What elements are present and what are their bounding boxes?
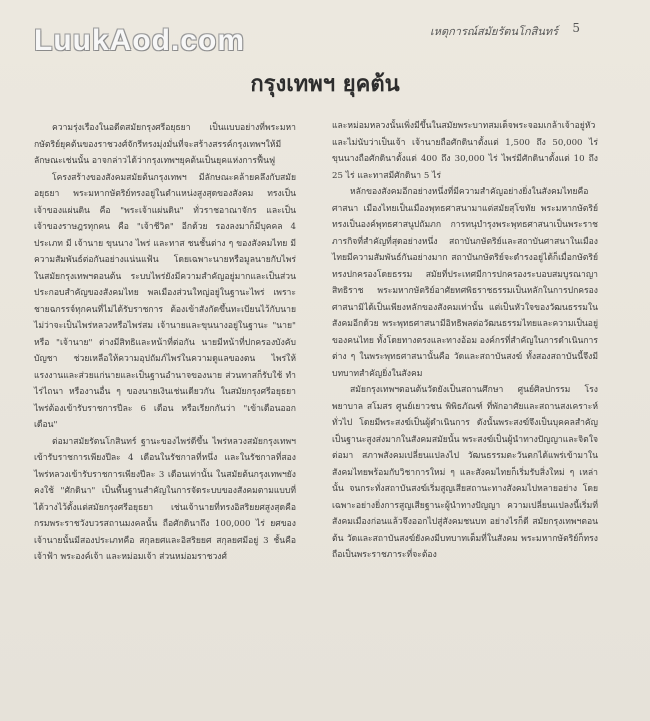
site-watermark: LuukAod.com: [34, 24, 245, 57]
paragraph: ต่อมาสมัยรัตนโกสินทร์ ฐานะของไพร่ดีขึ้น ไพร่หลวงสมัยกรุงเทพฯเข้ารับราชการเพียงปีละ 4 เดือนในรัชกาลที่หนึ่ง และในรัชกาลที่สอง ไพร่หลวงเข้ารับราชการเพียงปีละ 3 เดือนเท่านั้น ในสมัยต้นกรุงเทพฯยังคงใช้ "ศักดินา" เป็นพื้นฐานสำคัญในการจัดระบบของสังคมตามแบบที่ได้วางไว้ตั้งแต่สมัยกรุงศรีอยุธยา เช่นเจ้านายที่ทรงอิสริยยศสูงสุดคือ กรมพระราชวังบวรสถานมงคลนั้น ถือศักดินาถึง 100,000 ไร่ ยศของเจ้านายนั้นมีสองประเภทคือ สกุลยศและอิสริยยศ สกุลยศมีอยู่ 3 ชั้นคือ เจ้าฟ้า พระองค์เจ้า และหม่อมเจ้า ส่วนหม่อมราชวงศ์: [34, 436, 296, 562]
paragraph: และหม่อมหลวงนั้นเพิ่งมีขึ้นในสมัยพระบาทสมเด็จพระจอมเกล้าเจ้าอยู่หัว และไม่นับว่าเป็นเจ้า เจ้านายถือศักดินาตั้งแต่ 1,500 ถึง 50,000 ไร่ ขุนนางถือศักดินาตั้งแต่ 400 ถึง 30,000 ไร่ ไพร่มีศักดินาตั้งแต่ 10 ถึง 25 ไร่ และทาสมีศักดินา 5 ไร่: [332, 121, 598, 181]
page-number: 5: [572, 21, 580, 35]
paragraph: หลักของสังคมอีกอย่างหนึ่งที่มีความสำคัญอย่างยิ่งในสังคมไทยคือ ศาสนา เมืองไทยเป็นเมืองพุทธศาสนามาแต่สมัยสุโขทัย พระมหากษัตริย์ทรงเป็นองค์พุทธศาสนูปถัมภก การทนุบำรุงพระพุทธศาสนาเป็นพระราชภารกิจที่สำคัญที่สุดอย่างหนึ่ง สถาบันกษัตริย์และสถาบันศาสนาในเมืองไทยมีความสัมพันธ์กันอย่างมาก สถาบันกษัตริย์จะดำรงอยู่ได้ก็เมื่อกษัตริย์ทรงปกครองโดยธรรม สมัยที่ประเทศมีการปกครองระบอบสมบูรณาญาสิทธิราช พระมหากษัตริย์อาศัยทศพิธราชธรรมเป็นหลักในการปกครอง ศาสนามิได้เป็นเพียงหลักของสังคมเท่านั้น แต่เป็นหัวใจของวัฒนธรรมในสังคมอีกด้วย พระพุทธศาสนามีอิทธิพลต่อวัฒนธรรมไทยและความเป็นอยู่ของคนไทย ทั้งโดยทางตรงและทางอ้อม องค์กรที่สำคัญในการดำเนินการต่าง ๆ ในพระพุทธศาสนานั้นคือ วัดและสถาบันสงฆ์ ทั้งสองสถาบันนี้จึงมีบทบาทสำคัญยิ่งในสังคม: [332, 187, 598, 379]
right-column: [332, 118, 598, 564]
paragraph: สมัยกรุงเทพฯตอนต้นวัดยังเป็นสถานศึกษา ศูนย์ศิลปกรรม โรงพยาบาล สโมสร ศูนย์เยาวชน พิพิธภัณฑ์ ที่พักอาศัยและสถานสงเคราะห์ทั่วไป โดยมีพระสงฆ์เป็นผู้ดำเนินการ ดังนั้นพระสงฆ์จึงเป็นบุคคลสำคัญเป็นฐานะสูงส่งมากในสังคมสมัยนั้น พระสงฆ์เป็นผู้นำทางปัญญาและจิตใจ ต่อมา สภาพสังคมเปลี่ยนแปลงไป วัฒนธรรมตะวันตกได้แพร่เข้ามาในสังคมไทยพร้อมกับวิชาการใหม่ ๆ และสังคมไทยก็เริ่มรับสิ่งใหม่ ๆ เหล่านั้น จนกระทั่งสถาบันสงฆ์เริ่มสูญเสียสถานะทางสังคมไปหลายอย่าง โดยเฉพาะอย่างยิ่งการสูญเสียฐานะผู้นำทางปัญญา ความเปลี่ยนแปลงนี้เริ่มที่สังคมเมืองก่อนแล้วจึงออกไปสู่สังคมชนบท อย่างไรก็ดี สมัยกรุงเทพฯตอนต้น วัดและสถาบันสงฆ์ยังคงมีบทบาทเต็มที่ในสังคม พระมหากษัตริย์ก็ทรงถือเป็นพระราชภาระที่จะต้อง: [332, 385, 598, 560]
left-column: [34, 120, 296, 566]
paragraph: โครงสร้างของสังคมสมัยต้นกรุงเทพฯ มีลักษณะคล้ายคลึงกับสมัยอยุธยา พระมหากษัตริย์ทรงอยู่ในตำแหน่งสูงสุดของสังคม ทรงเป็นเจ้าของแผ่นดิน คือ "พระเจ้าแผ่นดิน" ทั่วราชอาณาจักร และเป็นเจ้าของราษฎรทุกคน คือ "เจ้าชีวิต" อีกด้วย รองลงมาก็มีบุคคล 4 ประเภท มี เจ้านาย ขุนนาง ไพร่ และทาส ชนชั้นต่าง ๆ ของสังคมไทย มีความสัมพันธ์ต่อกันอย่างแน่นแฟ้น โดยเฉพาะนายหรือมูลนายกับไพร่ ในสมัยกรุงเทพฯตอนต้น ระบบไพร่ยังมีความสำคัญอยู่มากและเป็นส่วนประกอบสำคัญของสังคมไทย พลเมืองส่วนใหญ่อยู่ในฐานะไพร่ เพราะชายฉกรรจ์ทุกคนที่ไม่ได้รับราชการ ต้องเข้าสังกัดขึ้นทะเบียนไว้กับนาย ไม่ว่าจะเป็นไพร่หลวงหรือไพร่สม เจ้านายและขุนนางอยู่ในฐานะ "นาย" หรือ "เจ้านาย" ต่างมีสิทธิและหน้าที่ต่อกัน นายมีหน้าที่ปกครองบังคับบัญชา ช่วยเหลือให้ความอุปถัมภ์ไพร่ในความดูแลของตน ไพร่ให้แรงงานและส่วยแก่นายและเป็นฐานอำนาจของนาย ส่วนทาสก็รับใช้ ทำไร่ไถนา หรืองานอื่น ๆ ของนายเงินเช่นเดียวกัน ในสมัยกรุงศรีอยุธยา ไพร่ต้องเข้ารับราชการปีละ 6 เดือน หรือเรียกกันว่า "เข้าเดือนออกเดือน": [34, 172, 296, 430]
paragraph: ความรุ่งเรืองในอดีตสมัยกรุงศรีอยุธยา เป็นแบบอย่างที่พระมหากษัตริย์ยุคต้นของราชวงศ์จักรีทรงมุ่งมั่นที่จะสร้างสรรค์กรุงเทพฯให้มีลักษณะเช่นนั้น อาจกล่าวได้ว่ากรุงเทพฯยุคต้นเป็นยุคแห่งการฟื้นฟู: [34, 123, 296, 166]
chapter-title: กรุงเทพฯ ยุคต้น: [250, 71, 400, 97]
running-head: เหตุการณ์สมัยรัตนโกสินทร์: [429, 25, 558, 38]
